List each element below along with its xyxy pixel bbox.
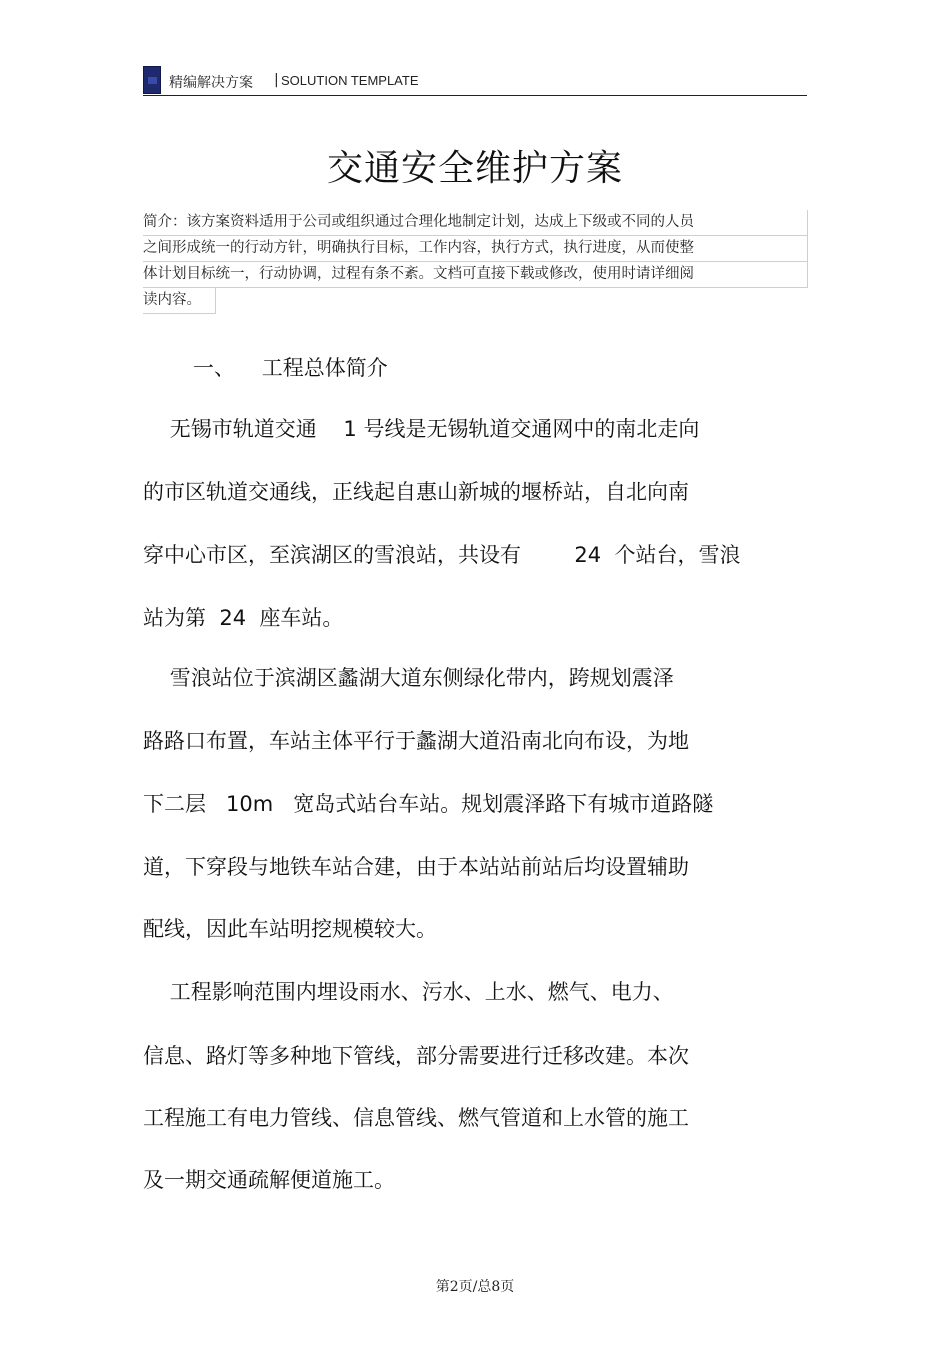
paragraph-line: 工程影响范围内埋设雨水、污水、上水、燃气、电力、 bbox=[143, 980, 674, 1004]
intro-box bbox=[143, 210, 808, 314]
header-tagline: SOLUTION TEMPLATE bbox=[281, 73, 419, 88]
paragraph-line: 无锡市轨道交通 1 号线是无锡轨道交通网中的南北走向 bbox=[143, 417, 700, 441]
paragraph-line: 及一期交通疏解便道施工。 bbox=[143, 1168, 395, 1192]
intro-line: 体计划目标统一，行动协调，过程有条不紊。文档可直接下载或修改，使用时请详细阅 bbox=[143, 262, 808, 288]
page-header bbox=[143, 66, 807, 96]
intro-line: 简介：该方案资料适用于公司或组织通过合理化地制定计划，达成上下级或不同的人员 bbox=[143, 210, 808, 236]
paragraph-line: 穿中心市区，至滨湖区的雪浪站，共设有 24 个站台，雪浪 bbox=[143, 543, 741, 567]
paragraph-line: 路路口布置，车站主体平行于蠡湖大道沿南北向布设，为地 bbox=[143, 729, 689, 753]
logo-icon bbox=[143, 66, 161, 94]
paragraph-line: 信息、路灯等多种地下管线，部分需要进行迁移改建。本次 bbox=[143, 1044, 689, 1068]
paragraph-line: 的市区轨道交通线，正线起自惠山新城的堰桥站，自北向南 bbox=[143, 480, 689, 504]
paragraph-line: 站为第 24 座车站。 bbox=[143, 606, 344, 630]
section-heading: 一、 工程总体简介 bbox=[193, 356, 388, 380]
paragraph-line: 工程施工有电力管线、信息管线、燃气管道和上水管的施工 bbox=[143, 1106, 689, 1130]
page-number: 第2页/总8页 bbox=[435, 1279, 515, 1295]
document-title: 交通安全维护方案 bbox=[326, 148, 623, 189]
paragraph-line: 道，下穿段与地铁车站合建，由于本站站前站后均设置辅助 bbox=[143, 855, 689, 879]
header-brand: 精编解决方案 bbox=[169, 75, 253, 91]
header-separator: | bbox=[274, 72, 279, 88]
intro-line: 之间形成统一的行动方针，明确执行目标，工作内容，执行方式，执行进度，从而使整 bbox=[143, 236, 808, 262]
paragraph-line: 配线，因此车站明挖规模较大。 bbox=[143, 917, 437, 941]
paragraph-line: 雪浪站位于滨湖区蠡湖大道东侧绿化带内，跨规划震泽 bbox=[143, 666, 674, 690]
intro-line: 读内容。 bbox=[143, 288, 216, 314]
paragraph-line: 下二层 10m 宽岛式站台车站。规划震泽路下有城市道路隧 bbox=[143, 792, 714, 816]
